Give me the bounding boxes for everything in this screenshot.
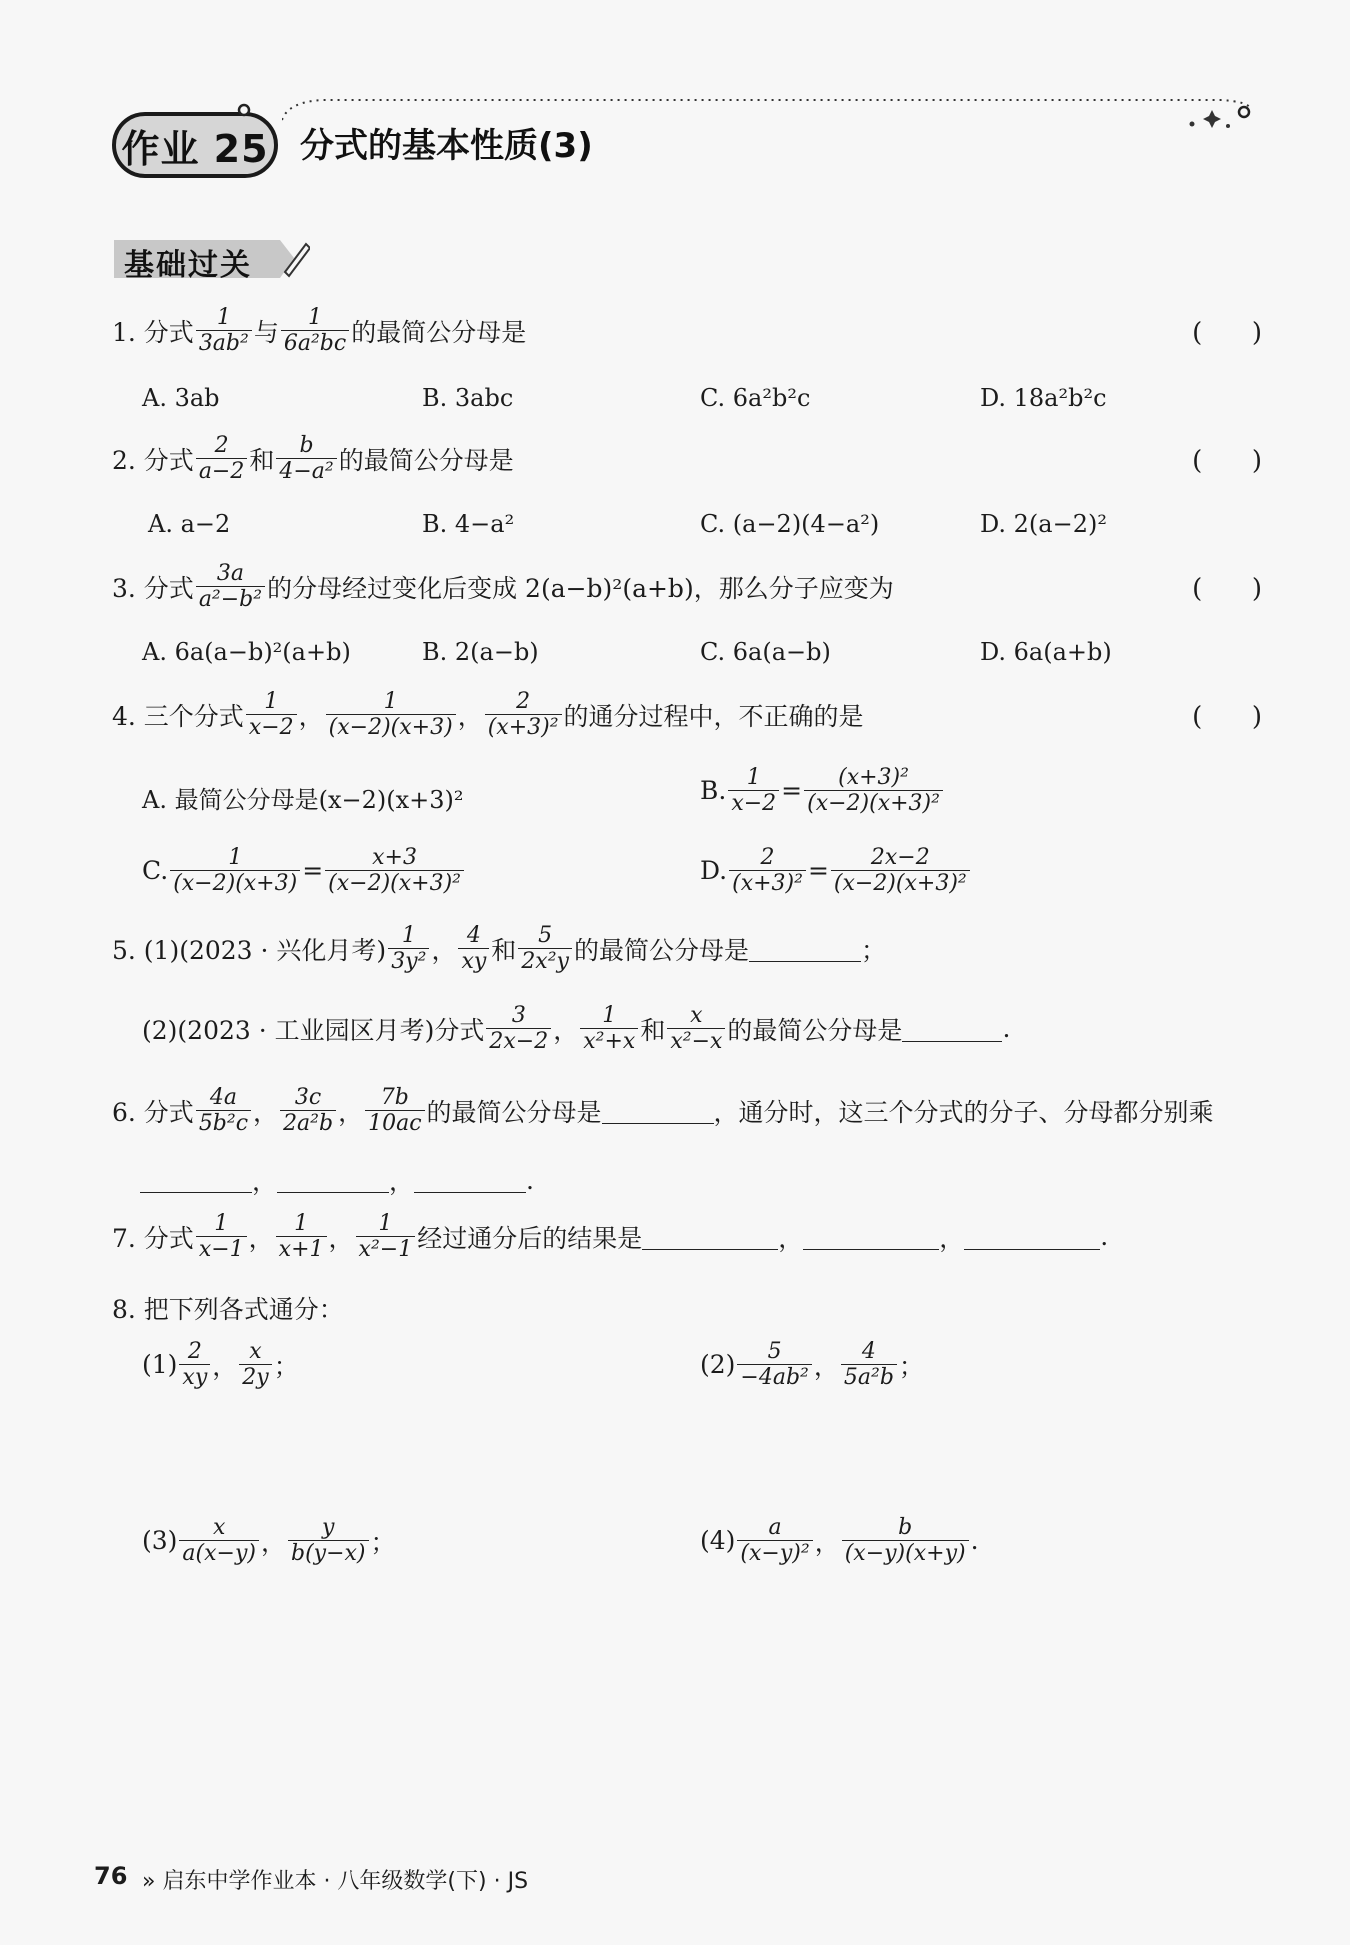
q4-option-b-label: B. <box>700 776 727 806</box>
q3-option-d: D. 6a(a+b) <box>980 638 1112 666</box>
comma: ， <box>813 1351 839 1381</box>
equals-sign: = <box>807 856 829 886</box>
q8-p3-label: (3) <box>142 1526 178 1556</box>
question-5-part-1 <box>112 924 886 973</box>
q1-mid: 与 <box>253 317 279 347</box>
question-2 <box>112 434 514 483</box>
answer-blank[interactable] <box>803 1224 939 1250</box>
q8-p4-fraction-2: $\frac{b}{(x-y)(x+y)}$ <box>842 1516 969 1565</box>
comma: ， <box>431 935 457 965</box>
q8-p4-label: (4) <box>700 1526 736 1556</box>
q6-fraction-2: $\frac{3c}{\text{2a²b}}$ <box>280 1086 336 1135</box>
badge-ring-icon <box>236 102 252 118</box>
answer-blank[interactable] <box>964 1224 1100 1250</box>
q5-p1-fraction-1: $\frac{1}{\text{3y²}}$ <box>388 924 429 973</box>
q4-c-left: $\frac{1}{(x-2)(x+3)}$ <box>170 846 300 895</box>
q1-fraction-1: $\frac{1}{\text{3ab²}}$ <box>196 306 252 355</box>
q5-p2-suffix: 的最简公分母是 <box>727 1015 903 1045</box>
q2-option-d: D. 2(a−2)² <box>980 510 1107 538</box>
q2-option-b: B. 4−a² <box>422 510 515 538</box>
q8-p3-fraction-2: $\frac{y}{b(y-x)}$ <box>288 1516 369 1565</box>
q8-p3-fraction-1: $\frac{x}{a(x-y)}$ <box>179 1516 259 1565</box>
q3-option-b: B. 2(a−b) <box>422 638 539 666</box>
answer-blank[interactable] <box>602 1098 714 1124</box>
answer-blank[interactable] <box>749 936 861 962</box>
answer-blank[interactable] <box>140 1167 252 1193</box>
q4-d-right: $\frac{2x-2}{\text{(x−2)(x+3)²}}$ <box>831 846 970 895</box>
q1-option-c: C. 6a²b²c <box>700 384 811 412</box>
comma: ， <box>328 1223 354 1253</box>
q2-answer-bracket: ( ) <box>1192 446 1262 476</box>
q7-fraction-3: $\frac{1}{\text{x²−1}}$ <box>356 1212 416 1261</box>
q6-end: . <box>526 1165 534 1195</box>
question-6 <box>112 1086 1214 1135</box>
footer-book-title: » 启东中学作业本 · 八年级数学(下) · JS <box>142 1869 529 1894</box>
q2-prefix: 2. 分式 <box>112 445 194 475</box>
q4-option-a: A. 最简公分母是(x−2)(x+3)² <box>142 786 464 814</box>
q4-b-right: $\frac{\text{(x+3)²}}{\text{(x−2)(x+3)²}}$ <box>804 766 943 815</box>
q7-end: . <box>1100 1222 1109 1252</box>
comma: ， <box>253 1097 279 1127</box>
q5-p2-fraction-1: $\frac{3}{2x-2}$ <box>486 1004 551 1053</box>
q4-option-c-label: C. <box>142 856 169 886</box>
q5-p1-mid: 和 <box>491 935 517 965</box>
q4-fraction-3: $\frac{2}{\text{(x+3)²}}$ <box>485 690 562 739</box>
q8-part-3 <box>142 1516 396 1565</box>
q3-option-a: A. 6a(a−b)²(a+b) <box>142 638 351 666</box>
q8-part-2 <box>700 1340 924 1389</box>
q4-answer-bracket: ( ) <box>1192 702 1262 732</box>
comma: ， <box>338 1097 364 1127</box>
q8-p1-fraction-2: $\frac{x}{2y}$ <box>239 1340 271 1389</box>
q5-p1-prefix: 5. (1)(2023 · 兴化月考) <box>112 935 387 965</box>
q8-part-1 <box>142 1340 299 1389</box>
q2-option-a: A. a−2 <box>148 510 231 538</box>
q7-fraction-2: $\frac{1}{x+1}$ <box>276 1212 327 1261</box>
q6-prefix: 6. 分式 <box>112 1097 194 1127</box>
q3-fraction-1: $\frac{3a}{\text{a²−b²}}$ <box>196 562 265 611</box>
answer-blank[interactable] <box>414 1167 526 1193</box>
q2-option-c: C. (a−2)(4−a²) <box>700 510 880 538</box>
q2-fraction-2: $\frac{b}{\text{4−a²}}$ <box>276 434 336 483</box>
q8-p1-label: (1) <box>142 1350 178 1380</box>
q3-suffix: 的分母经过变化后变成 2(a−b)²(a+b)，那么分子应变为 <box>267 573 894 603</box>
q5-p1-fraction-3: $\frac{5}{\text{2x²y}}$ <box>518 924 572 973</box>
q1-option-d: D. 18a²b²c <box>980 384 1107 412</box>
q1-option-b: B. 3abc <box>422 384 514 412</box>
q8-p1-fraction-1: $\frac{2}{xy}$ <box>179 1340 210 1389</box>
q8-p2-end: ； <box>898 1351 924 1381</box>
q8-p2-label: (2) <box>700 1350 736 1380</box>
q5-p2-mid: 和 <box>640 1015 666 1045</box>
q6-fraction-1: $\frac{4a}{\text{5b²c}}$ <box>196 1086 251 1135</box>
homework-badge: 作业 25 <box>112 112 278 178</box>
q5-p2-prefix: (2)(2023 · 工业园区月考)分式 <box>142 1015 485 1045</box>
q5-p1-suffix: 的最简公分母是 <box>573 935 749 965</box>
q1-option-a: A. 3ab <box>142 384 220 412</box>
comma: ， <box>248 1223 274 1253</box>
q5-p2-end: . <box>1002 1014 1011 1044</box>
comma: ， <box>778 1223 804 1253</box>
q4-option-c <box>142 846 466 895</box>
equals-sign: = <box>302 856 324 886</box>
comma: ， <box>939 1223 965 1253</box>
q5-p1-end: ； <box>860 935 886 965</box>
q4-option-b <box>700 766 945 815</box>
comma: ， <box>260 1527 286 1557</box>
q4-prefix: 4. 三个分式 <box>112 701 244 731</box>
comma: ， <box>212 1351 238 1381</box>
comma: ， <box>252 1167 278 1196</box>
q1-prefix: 1. 分式 <box>112 317 194 347</box>
q8-part-4 <box>700 1516 979 1565</box>
comma: ， <box>814 1527 840 1557</box>
equals-sign: = <box>781 776 803 806</box>
q2-mid: 和 <box>249 445 275 475</box>
q8-p1-end: ； <box>273 1351 299 1381</box>
page-number: 76 <box>94 1862 128 1890</box>
question-6-blanks <box>140 1162 534 1198</box>
q3-option-c: C. 6a(a−b) <box>700 638 831 666</box>
q5-p1-fraction-2: $\frac{4}{xy}$ <box>458 924 489 973</box>
q4-option-d-label: D. <box>700 856 728 886</box>
q4-separator: ， <box>298 701 324 731</box>
q3-prefix: 3. 分式 <box>112 573 194 603</box>
q1-answer-bracket: ( ) <box>1192 318 1262 348</box>
comma: ， <box>553 1015 579 1045</box>
q6-fraction-3: $\frac{7b}{10ac}$ <box>365 1086 424 1135</box>
q2-fraction-1: $\frac{2}{a-2}$ <box>196 434 248 483</box>
question-4 <box>112 690 864 739</box>
q4-separator: ， <box>457 701 483 731</box>
q4-d-left: $\frac{2}{\text{(x+3)²}}$ <box>729 846 806 895</box>
q4-option-d <box>700 846 972 895</box>
q2-suffix: 的最简公分母是 <box>338 445 514 475</box>
q8-p4-fraction-1: $\frac{a}{\text{(x−y)²}}$ <box>737 1516 812 1565</box>
q4-c-right: $\frac{x+3}{\text{(x−2)(x+3)²}}$ <box>325 846 464 895</box>
q7-suffix: 经过通分后的结果是 <box>417 1223 643 1253</box>
q1-suffix: 的最简公分母是 <box>351 317 527 347</box>
q8-p4-end: . <box>970 1526 979 1556</box>
q8-p3-end: ； <box>370 1527 396 1557</box>
q6-suffix: 的最简公分母是 <box>426 1097 602 1127</box>
q5-p2-fraction-2: $\frac{1}{\text{x²+x}}$ <box>580 1004 638 1053</box>
question-3 <box>112 562 894 611</box>
q7-fraction-1: $\frac{1}{x-1}$ <box>196 1212 247 1261</box>
page-title: 分式的基本性质(3) <box>300 126 593 166</box>
q4-fraction-2: $\frac{1}{(x-2)(x+3)}$ <box>326 690 456 739</box>
q6-suffix-2: ，通分时，这三个分式的分子、分母都分别乘 <box>713 1097 1214 1127</box>
question-7 <box>112 1212 1108 1261</box>
q4-suffix: 的通分过程中，不正确的是 <box>563 701 864 731</box>
answer-blank[interactable] <box>277 1167 389 1193</box>
answer-blank[interactable] <box>642 1224 778 1250</box>
q3-answer-bracket: ( ) <box>1192 574 1262 604</box>
q1-fraction-2: $\frac{1}{\text{6a²bc}}$ <box>281 306 349 355</box>
q4-b-left: $\frac{1}{x-2}$ <box>728 766 779 815</box>
question-8-title: 8. 把下列各式通分： <box>112 1295 344 1324</box>
answer-blank[interactable] <box>902 1016 1002 1042</box>
comma: ， <box>389 1167 415 1196</box>
q7-prefix: 7. 分式 <box>112 1223 194 1253</box>
q5-p2-fraction-3: $\frac{x}{\text{x²−x}}$ <box>667 1004 725 1053</box>
section-label: 基础过关 <box>124 248 252 283</box>
q8-p2-fraction-1: $\frac{5}{\text{−4ab²}}$ <box>737 1340 811 1389</box>
q8-p2-fraction-2: $\frac{4}{\text{5a²b}}$ <box>841 1340 897 1389</box>
q4-fraction-1: $\frac{1}{x-2}$ <box>246 690 297 739</box>
question-5-part-2 <box>142 1004 1010 1053</box>
question-1 <box>112 306 526 355</box>
